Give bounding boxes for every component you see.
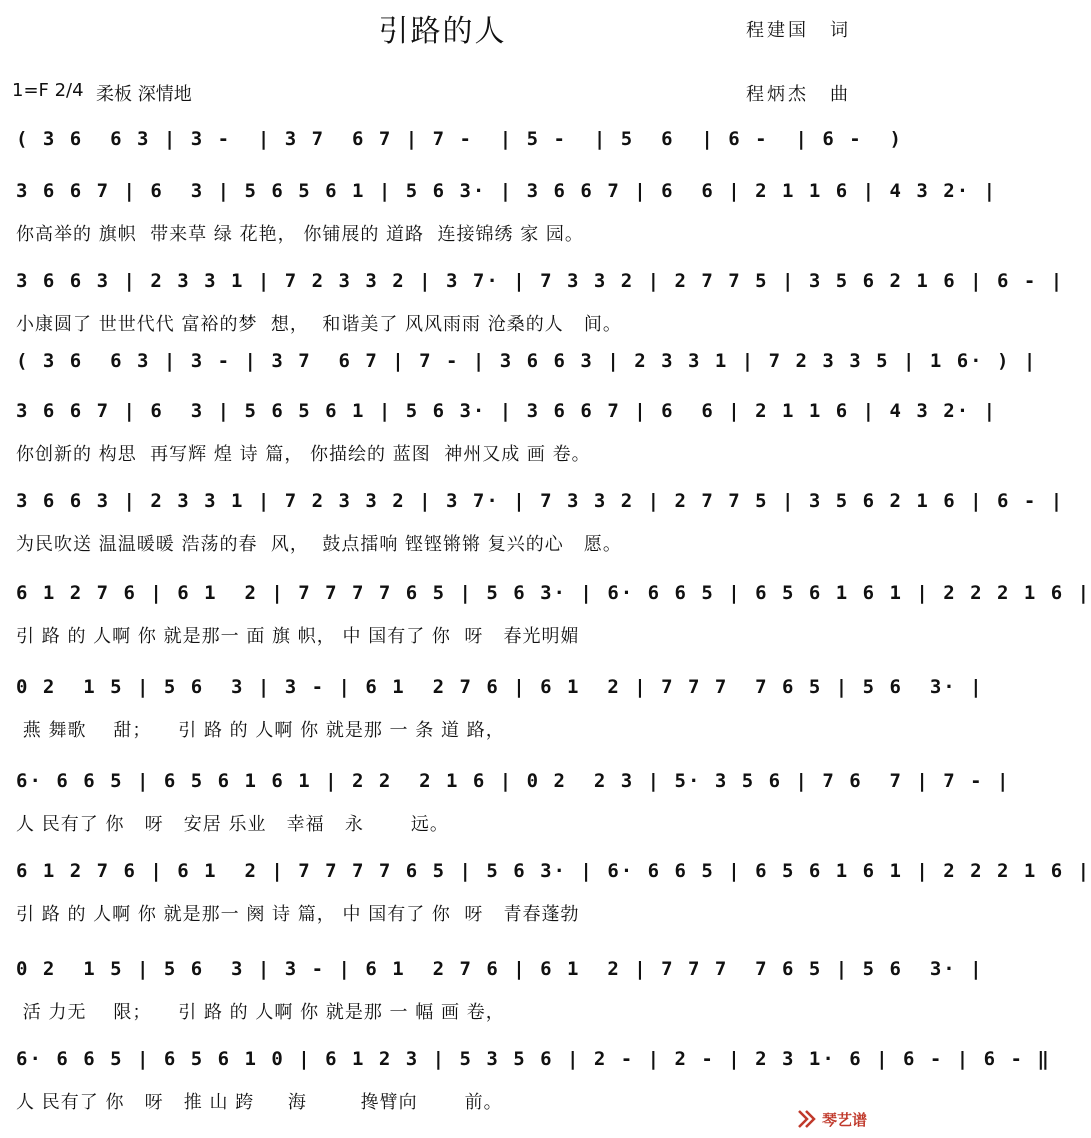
notation-line: 0 2 1 5 | 5 6 3 | 3 - | 6 1 2 7 6 | 6 1 2 | 7 7 7 7 6 5 | 5 6 3· | bbox=[16, 958, 984, 980]
notation-line: 6· 6 6 5 | 6 5 6 1 0 | 6 1 2 3 | 5 3 5 6 | 2 - | 2 - | 2 3 1· 6 | 6 - | 6 - ‖ bbox=[16, 1048, 1051, 1070]
notation-line: ( 3 6 6 3 | 3 - | 3 7 6 7 | 7 - | 3 6 6 3 | 2 3 3 1 | 7 2 3 3 5 | 1 6· ) | bbox=[16, 350, 1038, 372]
lyrics-line: 人 民有了 你 呀 安居 乐业 幸福 永 远。 bbox=[16, 814, 449, 835]
score-system-9 bbox=[0, 770, 1011, 860]
score-system-10 bbox=[0, 860, 1091, 950]
site-logo bbox=[796, 1108, 867, 1130]
score-system-2 bbox=[0, 180, 998, 270]
lyrics-line: 燕 舞歌 甜； 引 路 的 人啊 你 就是那 一 条 道 路， bbox=[16, 720, 505, 741]
lyrics-line: 你创新的 构思 再写辉 煌 诗 篇， 你描绘的 蓝图 神州又成 画 卷。 bbox=[16, 444, 591, 465]
lyrics-line: 人 民有了 你 呀 推 山 跨 海 搀臂向 前。 bbox=[16, 1092, 503, 1113]
notation-line: 3 6 6 3 | 2 3 3 1 | 7 2 3 3 2 | 3 7· | 7 3 3 2 | 2 7 7 5 | 3 5 6 2 1 6 | 6 - | bbox=[16, 270, 1065, 292]
notation-line: 3 6 6 7 | 6 3 | 5 6 5 6 1 | 5 6 3· | 3 6 6 7 | 6 6 | 2 1 1 6 | 4 3 2· | bbox=[16, 400, 998, 422]
song-title: 引路的人 bbox=[378, 14, 507, 49]
lyrics-line: 活 力无 限； 引 路 的 人啊 你 就是那 一 幅 画 卷， bbox=[16, 1002, 505, 1023]
notation-line: 6· 6 6 5 | 6 5 6 1 6 1 | 2 2 2 1 6 | 0 2 2 3 | 5· 3 5 6 | 7 6 7 | 7 - | bbox=[16, 770, 1011, 792]
lyricist-credit: 程建国 词 bbox=[746, 20, 851, 41]
lyrics-line: 小康圆了 世世代代 富裕的梦 想， 和谐美了 风风雨雨 沧桑的人 间。 bbox=[16, 314, 622, 335]
lyrics-line: 为民吹送 温温暖暖 浩荡的春 风， 鼓点擂响 铿铿锵锵 复兴的心 愿。 bbox=[16, 534, 622, 555]
notation-line: 6 1 2 7 6 | 6 1 2 | 7 7 7 7 6 5 | 5 6 3· | 6· 6 6 5 | 6 5 6 1 6 1 | 2 2 2 1 6 | bbox=[16, 582, 1091, 604]
notation-line: 0 2 1 5 | 5 6 3 | 3 - | 6 1 2 7 6 | 6 1 2 | 7 7 7 7 6 5 | 5 6 3· | bbox=[16, 676, 984, 698]
score-system-6 bbox=[0, 490, 1065, 580]
notation-line: 3 6 6 3 | 2 3 3 1 | 7 2 3 3 2 | 3 7· | 7 3 3 2 | 2 7 7 5 | 3 5 6 2 1 6 | 6 - | bbox=[16, 490, 1065, 512]
key-signature: 1=F 2/4 bbox=[12, 80, 84, 101]
notation-line: 6 1 2 7 6 | 6 1 2 | 7 7 7 7 6 5 | 5 6 3· | 6· 6 6 5 | 6 5 6 1 6 1 | 2 2 2 1 6 | bbox=[16, 860, 1091, 882]
lyrics-line: 引 路 的 人啊 你 就是那一 面 旗 帜， 中 国有了 你 呀 春光明媚 bbox=[16, 626, 580, 647]
composer-credit: 程炳杰 曲 bbox=[746, 84, 851, 105]
score-system-11 bbox=[0, 958, 984, 1048]
lyrics-line: 你高举的 旗帜 带来草 绿 花艳， 你铺展的 道路 连接锦绣 家 园。 bbox=[16, 224, 584, 245]
tempo-marking: 柔板 深情地 bbox=[96, 84, 192, 105]
notation-line: ( 3 6 6 3 | 3 - | 3 7 6 7 | 7 - | 5 - | 5 6 | 6 - | 6 - ) bbox=[16, 128, 903, 150]
score-system-12 bbox=[0, 1048, 1051, 1138]
score-system-8 bbox=[0, 676, 984, 766]
lyrics-line: 引 路 的 人啊 你 就是那一 阕 诗 篇， 中 国有了 你 呀 青春蓬勃 bbox=[16, 904, 580, 925]
notation-line: 3 6 6 7 | 6 3 | 5 6 5 6 1 | 5 6 3· | 3 6 6 7 | 6 6 | 2 1 1 6 | 4 3 2· | bbox=[16, 180, 998, 202]
score-system-5 bbox=[0, 400, 998, 490]
logo-icon bbox=[796, 1108, 818, 1130]
score-system-7 bbox=[0, 582, 1091, 672]
logo-text: 琴艺谱 bbox=[821, 1110, 867, 1129]
score-system-3 bbox=[0, 270, 1065, 360]
